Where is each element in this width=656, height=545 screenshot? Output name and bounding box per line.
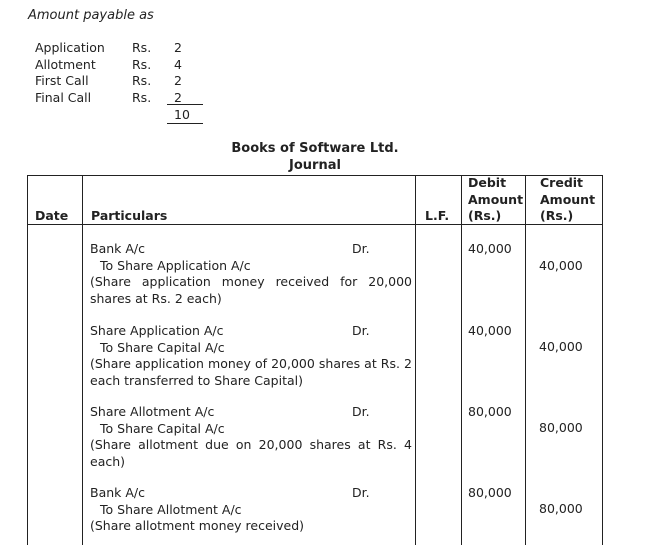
debit-account: Bank A/c — [90, 241, 146, 256]
debit-amount: 80,000 — [468, 404, 512, 419]
calls-total: 10 — [174, 107, 190, 122]
dr-label: Dr. — [352, 404, 370, 419]
narration: (Share application money of 20,000 shares at Rs. 2 each transferred to Share Capital) — [90, 356, 412, 388]
call-name: Allotment — [35, 56, 96, 72]
journal-entry — [90, 404, 412, 470]
narration: (Share allotment due on 20,000 shares at Rs. 4 each) — [90, 437, 412, 469]
header-debit-line: Amount — [468, 191, 524, 207]
narration: (Share application money received for 20,000 shares at Rs. 2 each) — [90, 274, 412, 306]
call-amount: 2 — [174, 73, 182, 88]
debit-account: Share Allotment A/c — [90, 404, 215, 419]
credit-account: To Share Capital A/c — [100, 420, 225, 436]
header-credit-line: Credit — [540, 175, 584, 190]
call-currency: Rs. — [132, 40, 152, 55]
col-rule — [82, 175, 83, 545]
journal-entry — [90, 485, 412, 535]
call-name: Application — [35, 40, 105, 55]
header-debit — [468, 175, 523, 225]
dr-label: Dr. — [352, 485, 370, 500]
books-heading: Books of Software Ltd. — [231, 141, 399, 156]
credit-amount: 80,000 — [539, 420, 583, 435]
call-amount: 2 — [174, 89, 182, 105]
header-date: Date — [35, 208, 69, 223]
header-credit — [540, 175, 595, 225]
total-rule-top — [167, 104, 203, 105]
header-lf: L.F. — [425, 208, 450, 223]
credit-account: To Share Application A/c — [100, 257, 251, 273]
journal-entry — [90, 241, 412, 307]
debit-amount: 40,000 — [468, 241, 512, 256]
header-credit-line: Amount — [540, 191, 596, 207]
credit-amount: 40,000 — [539, 258, 583, 273]
total-rule-bottom — [167, 123, 203, 124]
call-currency: Rs. — [132, 89, 152, 105]
debit-account: Share Application A/c — [90, 323, 224, 338]
call-currency: Rs. — [132, 56, 152, 72]
debit-amount: 40,000 — [468, 323, 512, 338]
journal-entry — [90, 323, 412, 389]
header-particulars: Particulars — [91, 208, 168, 223]
col-rule — [602, 175, 603, 545]
call-amount: 4 — [174, 56, 182, 72]
debit-account: Bank A/c — [90, 485, 146, 500]
credit-amount: 40,000 — [539, 339, 583, 354]
header-debit-line: (Rs.) — [468, 208, 502, 223]
col-rule — [27, 175, 28, 545]
journal-heading: Journal — [289, 158, 341, 173]
call-name: Final Call — [35, 89, 92, 105]
header-credit-line: (Rs.) — [540, 208, 574, 223]
call-name: First Call — [35, 73, 89, 88]
call-currency: Rs. — [132, 73, 152, 88]
debit-amount: 80,000 — [468, 485, 512, 500]
dr-label: Dr. — [352, 323, 370, 338]
credit-amount: 80,000 — [539, 501, 583, 516]
col-rule — [415, 175, 416, 545]
dr-label: Dr. — [352, 241, 370, 256]
header-debit-line: Debit — [468, 175, 507, 190]
col-rule — [525, 175, 526, 545]
credit-account: To Share Allotment A/c — [100, 501, 242, 517]
intro-text: Amount payable as — [28, 8, 154, 23]
narration: (Share allotment money received) — [90, 518, 305, 533]
credit-account: To Share Capital A/c — [100, 339, 225, 355]
journal-table — [27, 175, 603, 545]
call-amount: 2 — [174, 40, 182, 55]
col-rule — [461, 175, 462, 545]
